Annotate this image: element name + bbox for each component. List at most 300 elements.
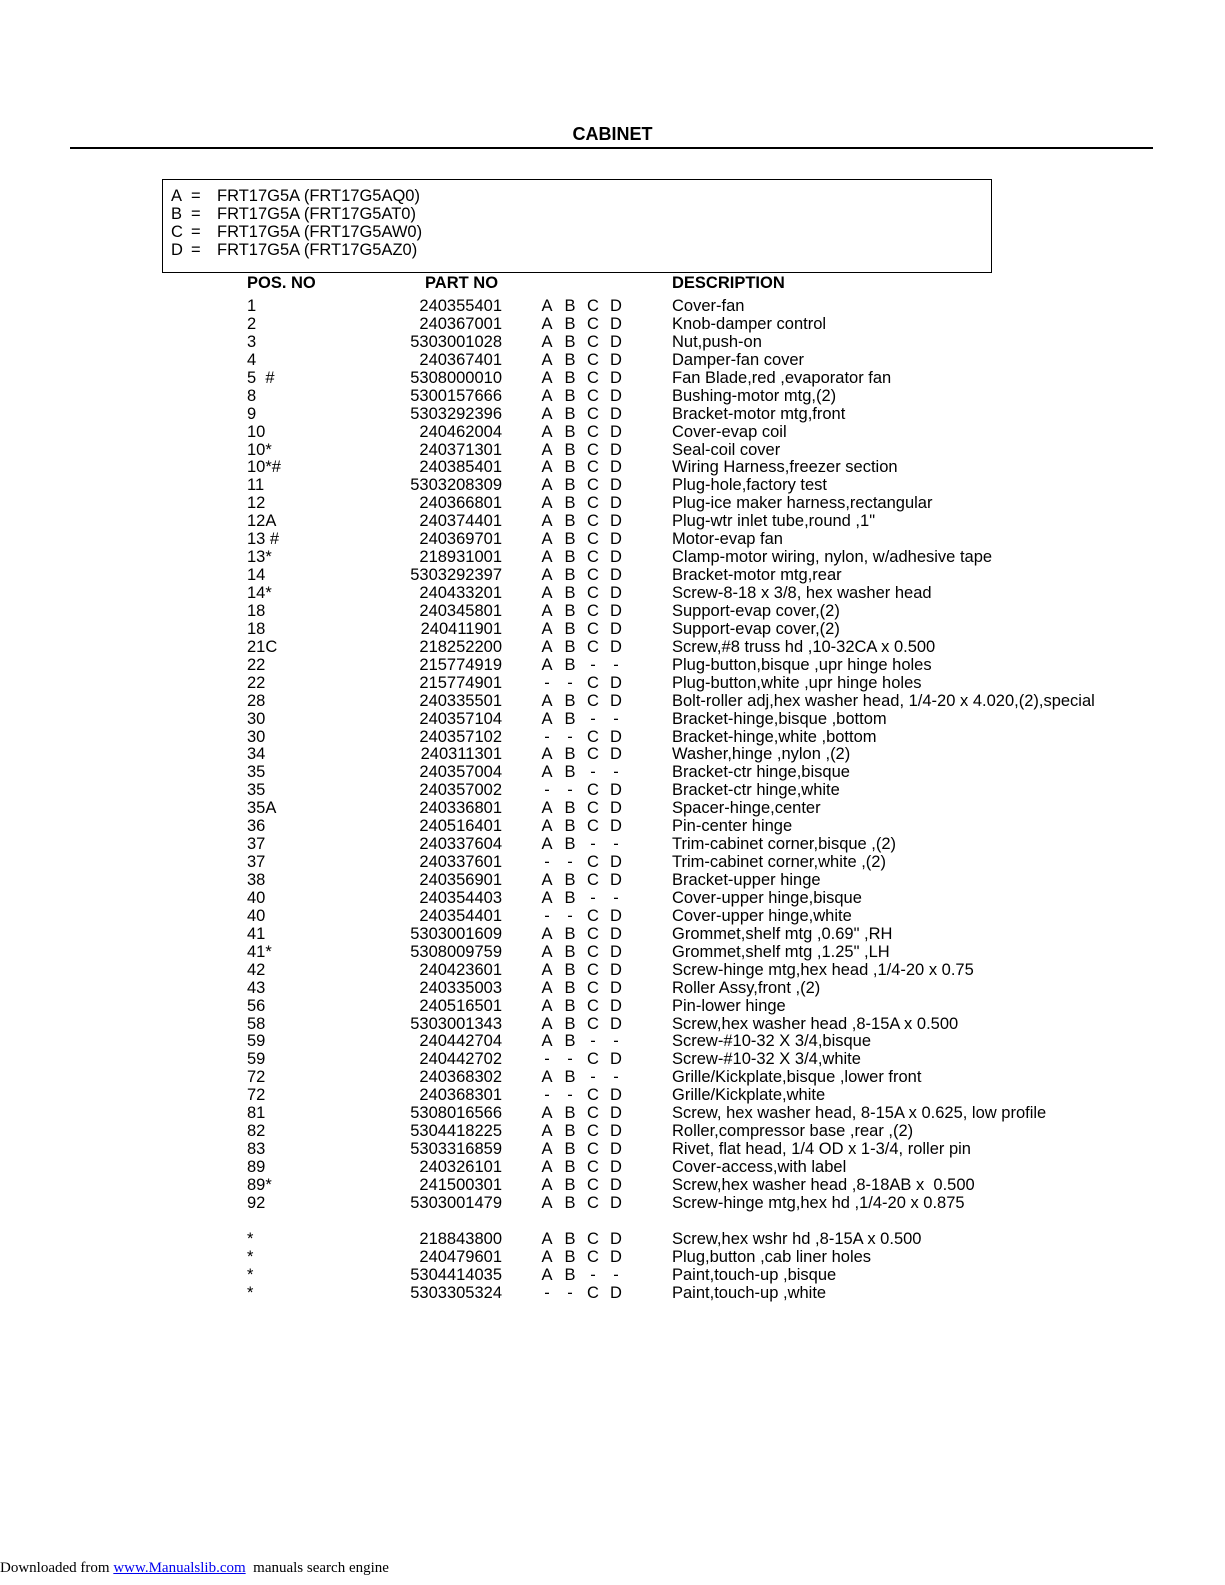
- model-b-flag: B: [564, 637, 576, 656]
- model-a-flag: A: [541, 1122, 553, 1141]
- model-a-flag: A: [541, 978, 553, 997]
- model-d-flag: D: [610, 512, 622, 531]
- description-cell: Wiring Harness,freezer section: [672, 458, 898, 477]
- model-d-flag: -: [613, 888, 619, 907]
- pos-no-cell: 13*: [247, 548, 272, 567]
- part-no-cell: 240354401: [419, 906, 502, 925]
- model-a-flag: A: [541, 440, 553, 459]
- part-no-cell: 240433201: [419, 584, 502, 602]
- table-row: [0, 997, 1225, 1015]
- model-b-flag: B: [564, 584, 576, 602]
- model-a-flag: -: [544, 673, 550, 692]
- model-c-flag: C: [587, 458, 599, 477]
- model-b-flag: B: [564, 530, 576, 549]
- model-b-flag: B: [564, 942, 576, 961]
- model-c-flag: C: [587, 727, 599, 746]
- parts-list: [0, 297, 1225, 1302]
- model-a-flag: A: [541, 709, 553, 728]
- table-row: [0, 853, 1225, 871]
- legend-line-a: [171, 187, 420, 205]
- model-b-flag: B: [564, 745, 576, 764]
- description-cell: Grommet,shelf mtg ,1.25" ,LH: [672, 942, 890, 961]
- table-row: [0, 889, 1225, 907]
- pos-no-cell: 35A: [247, 799, 277, 818]
- model-b-flag: B: [564, 494, 576, 513]
- model-a-flag: A: [541, 1193, 553, 1212]
- model-a-flag: A: [541, 619, 553, 638]
- table-row: [0, 441, 1225, 459]
- table-row: [0, 979, 1225, 997]
- model-b-flag: B: [564, 978, 576, 997]
- part-no-cell: 240411901: [420, 619, 502, 638]
- table-row: [0, 799, 1225, 817]
- model-c-flag: C: [587, 1104, 599, 1123]
- table-row: [0, 674, 1225, 692]
- model-b-flag: B: [564, 799, 576, 818]
- model-d-flag: D: [610, 637, 622, 656]
- model-a-flag: A: [541, 745, 553, 764]
- model-a-flag: A: [541, 1229, 553, 1248]
- model-d-flag: -: [613, 1068, 619, 1087]
- section-gap: [0, 1212, 1225, 1230]
- model-c-flag: C: [587, 404, 599, 423]
- model-b-flag: B: [564, 1265, 576, 1284]
- table-row: [0, 781, 1225, 799]
- model-a-flag: A: [541, 494, 553, 513]
- description-cell: Roller Assy,front ,(2): [672, 978, 821, 997]
- model-d-flag: D: [610, 673, 622, 692]
- header-description: DESCRIPTION: [672, 274, 785, 292]
- part-no-cell: 5300157666: [410, 386, 502, 405]
- model-d-flag: D: [610, 476, 622, 495]
- table-row: [0, 907, 1225, 925]
- model-c-flag: C: [587, 924, 599, 943]
- model-b-flag: B: [564, 314, 576, 333]
- description-cell: Bolt-roller adj,hex washer head, 1/4-20 x 4.020,(2),special: [672, 691, 1095, 710]
- model-b-flag: B: [564, 619, 576, 638]
- legend-model: FRT17G5A (FRT17G5AW0): [217, 223, 423, 241]
- description-cell: Plug,button ,cab liner holes: [672, 1247, 872, 1266]
- model-d-flag: D: [610, 584, 622, 602]
- part-no-cell: 240368301: [419, 1086, 502, 1105]
- model-b-flag: B: [564, 709, 576, 728]
- description-cell: Bracket-upper hinge: [672, 871, 821, 889]
- part-no-cell: 240326101: [419, 1158, 502, 1176]
- description-cell: Rivet, flat head, 1/4 OD x 1-3/4, roller pin: [672, 1140, 971, 1159]
- description-cell: Cover-access,with label: [672, 1158, 847, 1176]
- description-cell: Knob-damper control: [672, 314, 827, 333]
- manualslib-link[interactable]: www.Manualslib.com: [113, 1560, 246, 1576]
- model-c-flag: -: [590, 1032, 596, 1051]
- model-c-flag: C: [587, 817, 599, 836]
- model-c-flag: C: [587, 530, 599, 549]
- model-a-flag: A: [541, 350, 553, 369]
- model-c-flag: C: [587, 1247, 599, 1266]
- table-row: [0, 566, 1225, 584]
- pos-no-cell: 18: [247, 619, 266, 638]
- model-c-flag: C: [587, 871, 599, 889]
- table-row: [0, 692, 1225, 710]
- model-d-flag: D: [610, 817, 622, 836]
- model-a-flag: A: [541, 691, 553, 710]
- pos-no-cell: 38: [247, 871, 266, 889]
- model-a-flag: -: [544, 1086, 550, 1105]
- model-b-flag: -: [567, 906, 573, 925]
- description-cell: Bracket-hinge,bisque ,bottom: [672, 709, 887, 728]
- part-no-cell: 5308009759: [410, 942, 502, 961]
- model-a-flag: A: [541, 386, 553, 405]
- part-no-cell: 5304414035: [410, 1265, 502, 1284]
- part-no-cell: 5308000010: [410, 368, 502, 387]
- model-b-flag: B: [564, 1229, 576, 1248]
- table-row: [0, 656, 1225, 674]
- model-d-flag: D: [610, 404, 622, 423]
- part-no-cell: 240369701: [419, 530, 502, 549]
- part-no-cell: 5303001343: [410, 1014, 502, 1033]
- model-a-flag: A: [541, 1175, 553, 1194]
- pos-no-cell: 89*: [247, 1175, 272, 1194]
- model-b-flag: B: [564, 458, 576, 477]
- model-d-flag: D: [610, 924, 622, 943]
- table-row: [0, 1086, 1225, 1104]
- table-row: [0, 943, 1225, 961]
- part-no-cell: 240336801: [419, 799, 502, 818]
- pos-no-cell: 14*: [247, 584, 272, 602]
- description-cell: Clamp-motor wiring, nylon, w/adhesive tape: [672, 548, 993, 567]
- model-d-flag: D: [610, 601, 622, 620]
- model-a-flag: A: [541, 458, 553, 477]
- description-cell: Roller,compressor base ,rear ,(2): [672, 1122, 914, 1141]
- model-d-flag: D: [610, 548, 622, 567]
- description-cell: Bracket-hinge,white ,bottom: [672, 727, 877, 746]
- pos-no-cell: 40: [247, 906, 266, 925]
- model-b-flag: B: [564, 1193, 576, 1212]
- description-cell: Plug-wtr inlet tube,round ,1": [672, 512, 876, 531]
- table-row: [0, 1176, 1225, 1194]
- model-d-flag: D: [610, 781, 622, 800]
- description-cell: Bushing-motor mtg,(2): [672, 386, 837, 405]
- model-b-flag: B: [564, 1140, 576, 1159]
- pos-no-cell: 34: [247, 745, 266, 764]
- table-row: [0, 423, 1225, 441]
- part-no-cell: 5304418225: [410, 1122, 502, 1141]
- pos-no-cell: 5 #: [247, 368, 275, 387]
- part-no-cell: 240345801: [419, 601, 502, 620]
- pos-no-cell: 22: [247, 673, 266, 692]
- part-no-cell: 5303001609: [410, 924, 502, 943]
- pos-no-cell: 4: [247, 350, 257, 369]
- model-d-flag: D: [610, 960, 622, 979]
- model-a-flag: A: [541, 924, 553, 943]
- model-b-flag: B: [564, 422, 576, 441]
- model-b-flag: B: [564, 368, 576, 387]
- table-row: [0, 745, 1225, 763]
- legend-key: D: [171, 241, 183, 259]
- model-c-flag: C: [587, 332, 599, 351]
- part-no-cell: 5303316859: [410, 1140, 502, 1159]
- model-d-flag: D: [610, 440, 622, 459]
- legend-line-c: [171, 223, 422, 241]
- part-no-cell: 240366801: [419, 494, 502, 513]
- model-b-flag: B: [564, 655, 576, 674]
- model-a-flag: A: [541, 871, 553, 889]
- table-row: [0, 817, 1225, 835]
- model-d-flag: -: [613, 655, 619, 674]
- description-cell: Bracket-motor mtg,front: [672, 404, 846, 423]
- model-a-flag: A: [541, 512, 553, 531]
- model-c-flag: C: [587, 673, 599, 692]
- part-no-cell: 240335003: [419, 978, 502, 997]
- model-c-flag: C: [587, 548, 599, 567]
- model-d-flag: D: [610, 799, 622, 818]
- pos-no-cell: 35: [247, 763, 266, 782]
- part-no-cell: 215774919: [419, 655, 502, 674]
- model-b-flag: B: [564, 440, 576, 459]
- pos-no-cell: *: [247, 1247, 254, 1266]
- pos-no-cell: 21C: [247, 637, 278, 656]
- description-cell: Screw,hex washer head ,8-15A x 0.500: [672, 1014, 959, 1033]
- table-row: [0, 512, 1225, 530]
- model-d-flag: D: [610, 350, 622, 369]
- model-d-flag: D: [610, 314, 622, 333]
- legend-model: FRT17G5A (FRT17G5AQ0): [217, 187, 420, 205]
- model-b-flag: B: [564, 350, 576, 369]
- model-a-flag: A: [541, 763, 553, 782]
- description-cell: Screw-#10-32 X 3/4,bisque: [672, 1032, 872, 1051]
- table-row: [0, 494, 1225, 512]
- table-row: [0, 1122, 1225, 1140]
- legend-key: A: [171, 187, 183, 205]
- part-no-cell: 240479601: [419, 1247, 502, 1266]
- pos-no-cell: 30: [247, 709, 266, 728]
- model-b-flag: B: [564, 763, 576, 782]
- part-no-cell: 5303208309: [410, 476, 502, 495]
- model-c-flag: C: [587, 386, 599, 405]
- part-no-cell: 240516501: [419, 996, 502, 1015]
- legend-eq: =: [191, 223, 201, 241]
- model-a-flag: A: [541, 584, 553, 602]
- part-no-cell: 5303292396: [410, 404, 502, 423]
- pos-no-cell: 30: [247, 727, 266, 746]
- model-a-flag: A: [541, 1158, 553, 1176]
- model-c-flag: C: [587, 1140, 599, 1159]
- model-c-flag: C: [587, 1283, 599, 1302]
- pos-no-cell: 82: [247, 1122, 266, 1141]
- model-d-flag: D: [610, 1014, 622, 1033]
- model-c-flag: C: [587, 566, 599, 585]
- model-d-flag: D: [610, 332, 622, 351]
- table-row: [0, 1104, 1225, 1122]
- pos-no-cell: 2: [247, 314, 257, 333]
- table-row: [0, 369, 1225, 387]
- model-d-flag: D: [610, 422, 622, 441]
- model-a-flag: -: [544, 1283, 550, 1302]
- description-cell: Support-evap cover,(2): [672, 601, 840, 620]
- model-d-flag: -: [613, 1265, 619, 1284]
- part-no-cell: 240442702: [419, 1050, 502, 1069]
- description-cell: Cover-upper hinge,white: [672, 906, 852, 925]
- pos-no-cell: 22: [247, 655, 266, 674]
- description-cell: Fan Blade,red ,evaporator fan: [672, 368, 892, 387]
- part-no-cell: 240356901: [419, 871, 502, 889]
- model-a-flag: -: [544, 727, 550, 746]
- model-b-flag: B: [564, 548, 576, 567]
- model-b-flag: B: [564, 386, 576, 405]
- table-row: [0, 584, 1225, 602]
- table-row: [0, 1015, 1225, 1033]
- table-row: [0, 315, 1225, 333]
- description-cell: Grille/Kickplate,bisque ,lower front: [672, 1068, 922, 1087]
- description-cell: Screw,hex washer head ,8-18AB x 0.500: [672, 1175, 975, 1194]
- pos-no-cell: 42: [247, 960, 266, 979]
- model-c-flag: C: [587, 584, 599, 602]
- model-b-flag: B: [564, 476, 576, 495]
- model-b-flag: -: [567, 1050, 573, 1069]
- model-a-flag: A: [541, 1014, 553, 1033]
- part-no-cell: 240423601: [419, 960, 502, 979]
- model-a-flag: -: [544, 1050, 550, 1069]
- model-a-flag: A: [541, 817, 553, 836]
- table-row: [0, 1050, 1225, 1068]
- part-no-cell: 240357002: [419, 781, 502, 800]
- model-d-flag: D: [610, 619, 622, 638]
- model-c-flag: C: [587, 799, 599, 818]
- model-c-flag: C: [587, 422, 599, 441]
- description-cell: Plug-button,white ,upr hinge holes: [672, 673, 922, 692]
- pos-no-cell: 59: [247, 1032, 266, 1051]
- model-b-flag: -: [567, 781, 573, 800]
- model-a-flag: A: [541, 601, 553, 620]
- pos-no-cell: 92: [247, 1193, 266, 1212]
- model-c-flag: C: [587, 637, 599, 656]
- part-no-cell: 240367001: [419, 314, 502, 333]
- part-no-cell: 5303292397: [410, 566, 502, 585]
- model-c-flag: C: [587, 1122, 599, 1141]
- model-d-flag: D: [610, 1158, 622, 1176]
- description-cell: Bracket-ctr hinge,white: [672, 781, 840, 800]
- model-c-flag: C: [587, 1175, 599, 1194]
- model-c-flag: C: [587, 1229, 599, 1248]
- pos-no-cell: 28: [247, 691, 266, 710]
- model-a-flag: A: [541, 1104, 553, 1123]
- model-b-flag: B: [564, 566, 576, 585]
- model-b-flag: B: [564, 1032, 576, 1051]
- model-a-flag: A: [541, 996, 553, 1015]
- table-row: [0, 548, 1225, 566]
- model-d-flag: D: [610, 297, 622, 315]
- model-c-flag: -: [590, 655, 596, 674]
- model-d-flag: D: [610, 691, 622, 710]
- legend-model: FRT17G5A (FRT17G5AZ0): [217, 241, 418, 259]
- model-b-flag: B: [564, 512, 576, 531]
- model-legend-box: [162, 179, 992, 273]
- model-a-flag: A: [541, 888, 553, 907]
- model-a-flag: A: [541, 548, 553, 567]
- model-d-flag: -: [613, 1032, 619, 1051]
- model-c-flag: C: [587, 512, 599, 531]
- model-d-flag: D: [610, 386, 622, 405]
- model-d-flag: D: [610, 1086, 622, 1105]
- model-a-flag: A: [541, 297, 553, 315]
- description-cell: Bracket-ctr hinge,bisque: [672, 763, 850, 782]
- model-b-flag: -: [567, 853, 573, 872]
- description-cell: Cover-fan: [672, 297, 745, 315]
- pos-no-cell: 37: [247, 853, 266, 872]
- model-d-flag: D: [610, 1140, 622, 1159]
- table-row: [0, 1068, 1225, 1086]
- model-c-flag: -: [590, 709, 596, 728]
- model-b-flag: B: [564, 888, 576, 907]
- model-c-flag: C: [587, 691, 599, 710]
- description-cell: Trim-cabinet corner,bisque ,(2): [672, 835, 897, 854]
- model-a-flag: A: [541, 1247, 553, 1266]
- pos-no-cell: *: [247, 1283, 254, 1302]
- model-a-flag: A: [541, 368, 553, 387]
- table-row: [0, 1266, 1225, 1284]
- part-no-cell: 5308016566: [410, 1104, 502, 1123]
- pos-no-cell: 3: [247, 332, 257, 351]
- model-b-flag: -: [567, 727, 573, 746]
- pos-no-cell: 18: [247, 601, 266, 620]
- model-c-flag: C: [587, 853, 599, 872]
- model-c-flag: C: [587, 314, 599, 333]
- pos-no-cell: 10: [247, 422, 266, 441]
- part-no-cell: 240385401: [419, 458, 502, 477]
- part-no-cell: 218843800: [419, 1229, 502, 1248]
- description-cell: Pin-center hinge: [672, 817, 793, 836]
- part-no-cell: 218931001: [419, 548, 502, 567]
- model-d-flag: D: [610, 458, 622, 477]
- model-d-flag: D: [610, 996, 622, 1015]
- description-cell: Screw-#10-32 X 3/4,white: [672, 1050, 861, 1069]
- table-row: [0, 458, 1225, 476]
- header-pos-no: POS. NO: [247, 274, 316, 292]
- part-no-cell: 5303001479: [410, 1193, 502, 1212]
- description-cell: Screw-hinge mtg,hex hd ,1/4-20 x 0.875: [672, 1193, 965, 1212]
- legend-key: C: [171, 223, 183, 241]
- model-a-flag: A: [541, 942, 553, 961]
- pos-no-cell: 36: [247, 817, 266, 836]
- description-cell: Paint,touch-up ,bisque: [672, 1265, 837, 1284]
- model-c-flag: C: [587, 745, 599, 764]
- part-no-cell: 240516401: [419, 817, 502, 836]
- model-c-flag: C: [587, 297, 599, 315]
- footer-prefix: Downloaded from: [0, 1560, 114, 1576]
- title-rule: [70, 147, 1153, 149]
- pos-no-cell: 13 #: [247, 530, 280, 549]
- pos-no-cell: 9: [247, 404, 257, 423]
- model-a-flag: -: [544, 781, 550, 800]
- model-d-flag: D: [610, 942, 622, 961]
- pos-no-cell: 37: [247, 835, 266, 854]
- part-no-cell: 215774901: [419, 673, 502, 692]
- model-b-flag: B: [564, 817, 576, 836]
- model-b-flag: -: [567, 1086, 573, 1105]
- model-c-flag: C: [587, 350, 599, 369]
- model-c-flag: C: [587, 1014, 599, 1033]
- model-b-flag: B: [564, 404, 576, 423]
- description-cell: Screw, hex washer head, 8-15A x 0.625, low profile: [672, 1104, 1047, 1123]
- description-cell: Trim-cabinet corner,white ,(2): [672, 853, 886, 872]
- model-b-flag: B: [564, 924, 576, 943]
- pos-no-cell: 12: [247, 494, 266, 513]
- pos-no-cell: 12A: [247, 512, 277, 531]
- part-no-cell: 240374401: [419, 512, 502, 531]
- part-no-cell: 240371301: [419, 440, 502, 459]
- model-b-flag: B: [564, 996, 576, 1015]
- model-a-flag: -: [544, 853, 550, 872]
- model-a-flag: A: [541, 655, 553, 674]
